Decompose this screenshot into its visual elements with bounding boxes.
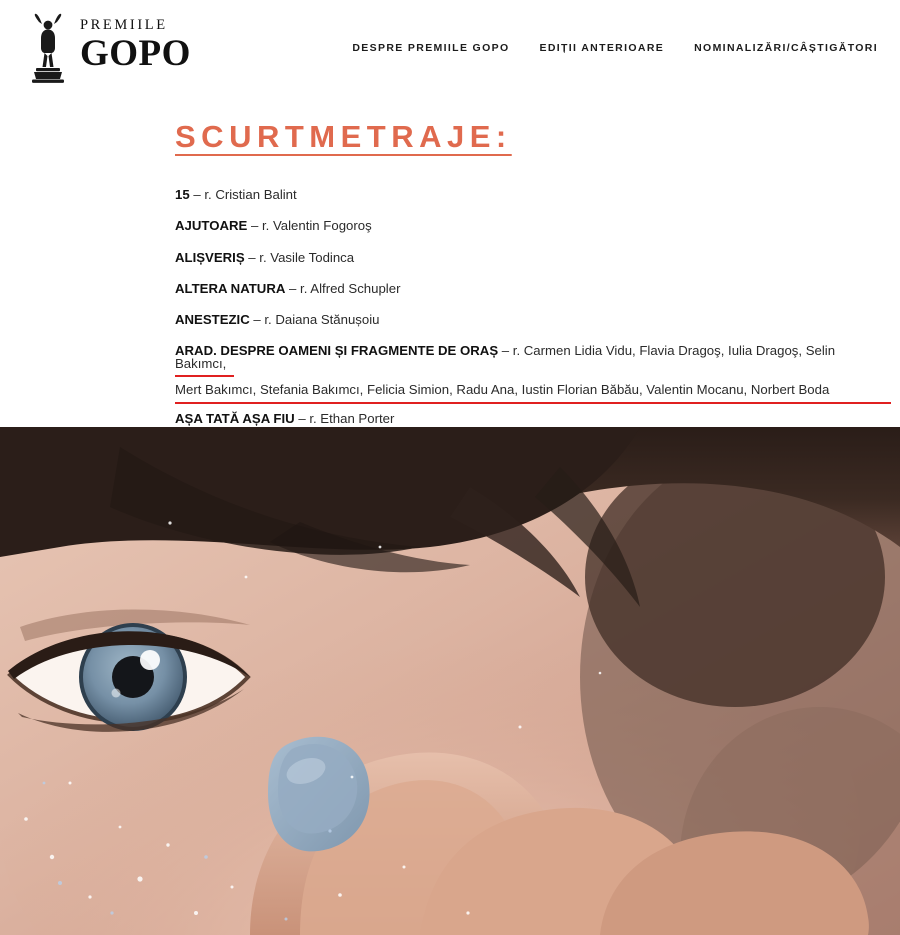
film-title: ANESTEZIC: [175, 311, 250, 327]
gopo-statuette-icon: [22, 12, 74, 84]
list-item: [175, 188, 860, 201]
nav-item-editii-anterioare[interactable]: EDIȚII ANTERIOARE: [539, 42, 665, 54]
nav-item-nominalizari-castigatori[interactable]: NOMINALIZĂRI/CÂȘTIGĂTORI: [694, 42, 878, 54]
film-credits-line-2-wrapper: [175, 383, 860, 396]
brand-line-2: GOPO: [80, 32, 191, 74]
film-credits: – r. Alfred Schupler: [285, 280, 401, 296]
film-title: ALTERA NATURA: [175, 280, 286, 296]
list-item: [175, 251, 860, 264]
film-credits: – r. Ethan Porter: [294, 410, 395, 426]
hero-photo: [0, 427, 900, 935]
list-item: [175, 412, 860, 425]
nav-item-despre-premiile-gopo[interactable]: DESPRE PREMIILE GOPO: [352, 42, 510, 54]
list-item: [175, 282, 860, 295]
page-title: SCURTMETRAJE:: [175, 119, 512, 154]
film-title: AJUTOARE: [175, 218, 248, 234]
film-credits: – r. Daiana Stănușoiu: [249, 311, 380, 327]
short-films-list: [175, 188, 860, 456]
list-item-highlighted: [175, 344, 860, 396]
highlighted-line-1: [175, 343, 835, 371]
main-navigation: [352, 38, 878, 54]
brand-wordmark: [80, 10, 191, 72]
site-header: [0, 0, 900, 92]
film-title: AȘA TATĂ AȘA FIU: [175, 410, 295, 426]
film-credits: – r. Valentin Fogoroş: [247, 218, 372, 234]
film-credits-line-2: Mert Bakımcı, Stefania Bakımcı, Felicia Simion, Radu Ana, Iustin Florian Băbău, Valentin Mocanu, Norbert Boda: [175, 381, 830, 397]
film-title: ARAD. DESPRE OAMENI ȘI FRAGMENTE DE ORAȘ: [175, 343, 499, 359]
film-title: 15: [175, 187, 190, 203]
site-logo[interactable]: [22, 10, 338, 82]
film-title: ALIȘVERIȘ: [175, 249, 245, 265]
film-credits: – r. Vasile Todinca: [244, 249, 355, 265]
brand-line-1: PREMIILE: [80, 17, 168, 33]
film-credits: – r. Cristian Balint: [189, 187, 297, 203]
list-item: [175, 219, 860, 232]
film-credits: – r. Carmen Lidia Vidu, Flavia Dragoş, Iulia Dragoş, Selin Bakımcı,: [175, 343, 836, 372]
list-item: [175, 313, 860, 326]
main-content: [0, 92, 900, 456]
